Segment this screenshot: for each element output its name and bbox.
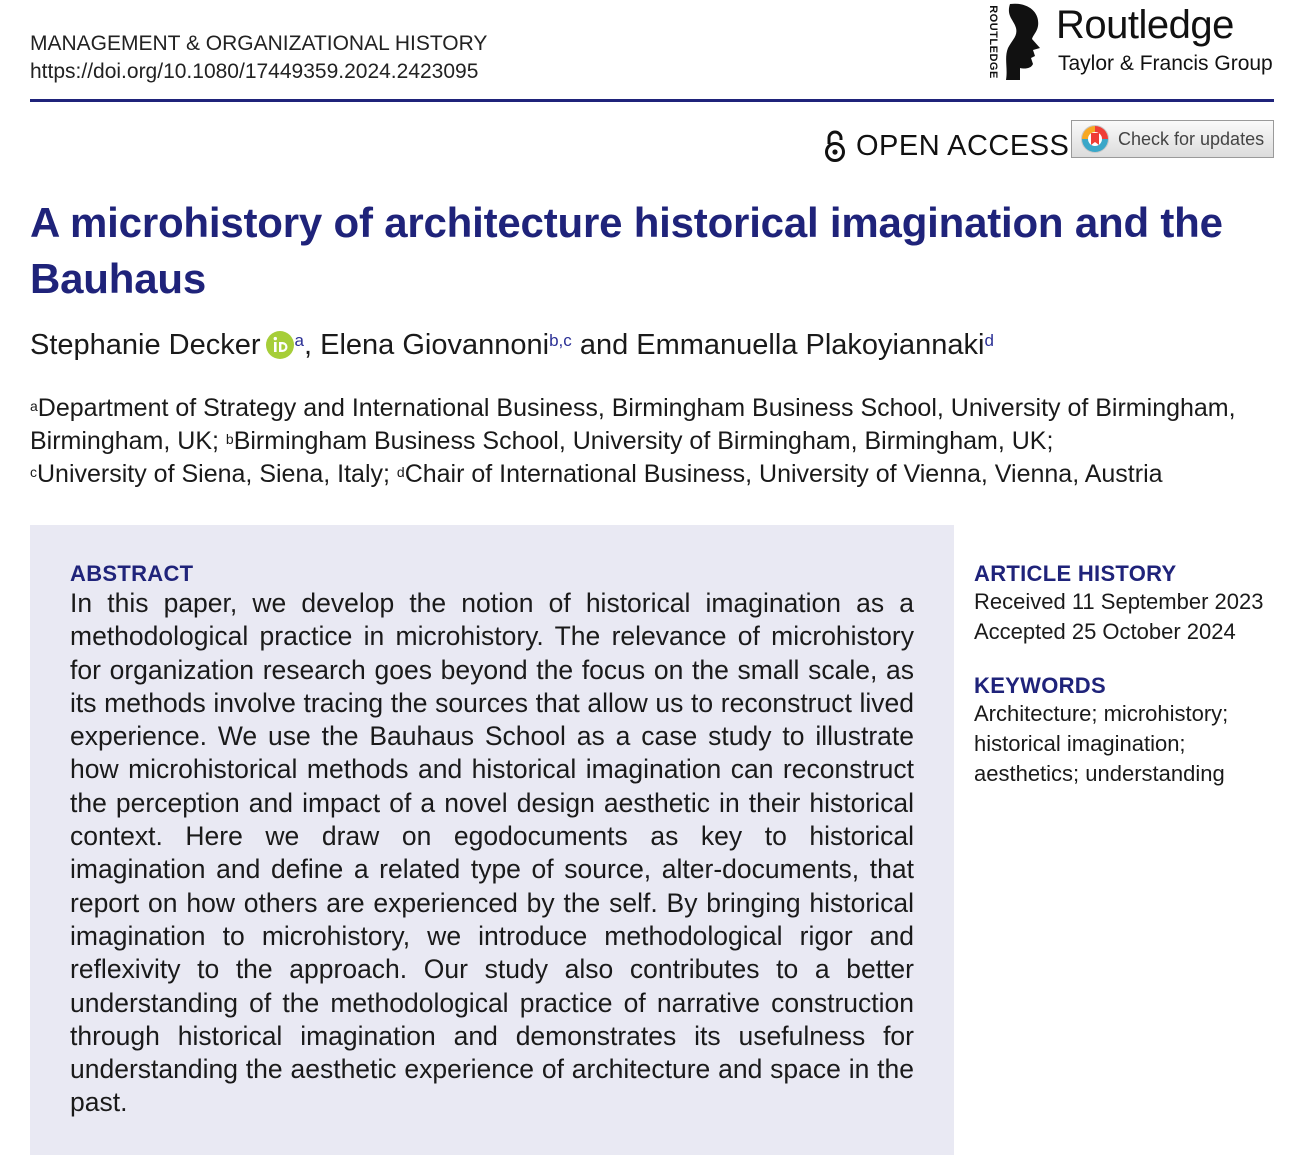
abstract-body: In this paper, we develop the notion of historical imagination as a methodological practice in microhistory. The relevance of microhistory for organization research goes beyond the focus on the small scale, as its methods involve tracing the sources that allow us to reconstruct lived experience. We use the Bauhaus School as a case study to illustrate how microhistorical methods and historical imagination can reconstruct the perception and impact of a novel design aesthetic in their historical context. Here we draw on egodocuments as key to historical imagination and define a related type of source, alter-documents, that report on how others are experienced by the self. By bringing historical imagination to microhistory, we introduce methodological rigor and reflexivity to the approach. Our study also contributes to a better understanding of the methodological practice of narrative construction through historical imagination and demonstrates its usefulness for understanding the aesthetic experience of architecture and space in the past. <box>70 588 914 1118</box>
affiliation-mark: d <box>396 464 405 480</box>
open-access-label: OPEN ACCESS <box>856 129 1070 162</box>
publisher-vertical-label: ROUTLEDGE <box>987 5 999 79</box>
affiliation-mark: a <box>30 398 38 414</box>
author-name[interactable]: Stephanie Decker <box>30 329 261 361</box>
publisher-logo <box>984 2 1284 82</box>
affiliation-text: University of Siena, Siena, Italy; <box>37 460 397 488</box>
crossmark-icon <box>1080 124 1110 154</box>
affiliations <box>30 392 1280 491</box>
accepted-date: Accepted 25 October 2024 <box>974 619 1236 644</box>
journal-header <box>30 30 487 86</box>
keyword-line: aesthetics; understanding <box>974 761 1225 786</box>
author-affiliation-mark[interactable]: b,c <box>549 331 572 350</box>
orcid-icon[interactable] <box>265 330 295 360</box>
author-affiliation-mark[interactable]: d <box>984 331 994 350</box>
affiliation-text: Birmingham Business School, University of Birmingham, Birmingham, UK; <box>233 427 1054 455</box>
article-history-heading: ARTICLE HISTORY <box>974 561 1177 586</box>
affiliation-text: Chair of International Business, University of Vienna, Vienna, Austria <box>404 460 1163 488</box>
keywords-section <box>974 673 1294 789</box>
article-history <box>974 561 1294 647</box>
author-separator: , <box>304 329 321 361</box>
publisher-group: Taylor & Francis Group <box>1058 52 1273 75</box>
header-divider <box>30 99 1274 102</box>
keyword-line: Architecture; microhistory; <box>974 701 1229 726</box>
author-separator: and <box>571 329 637 361</box>
received-date: Received 11 September 2023 <box>974 589 1264 614</box>
abstract-panel <box>30 525 954 1155</box>
journal-name: MANAGEMENT & ORGANIZATIONAL HISTORY <box>30 32 488 55</box>
article-title: A microhistory of architecture historical imagination and the Bauhaus <box>30 199 1223 302</box>
affiliation-mark: b <box>225 431 234 447</box>
open-access-badge <box>824 128 1069 164</box>
keyword-line: historical imagination; <box>974 731 1186 756</box>
author-affiliation-mark[interactable]: a <box>294 331 304 350</box>
routledge-head-logo-icon <box>1002 2 1048 82</box>
doi-link[interactable]: https://doi.org/10.1080/17449359.2024.2423095 <box>30 60 479 83</box>
author-name[interactable]: Elena Giovannoni <box>320 329 550 361</box>
author-list <box>30 323 994 367</box>
check-updates-button[interactable] <box>1071 120 1274 158</box>
check-updates-label: Check for updates <box>1118 128 1265 149</box>
author-name[interactable]: Emmanuella Plakoyiannaki <box>636 329 985 361</box>
affiliation-text: Department of Strategy and International Business, Birmingham Business School, University of Birmingham, Birmingham, UK; <box>30 394 1236 455</box>
open-lock-icon <box>824 129 846 163</box>
keywords-heading: KEYWORDS <box>974 673 1106 698</box>
publisher-name: Routledge <box>1056 3 1234 47</box>
abstract-heading: ABSTRACT <box>70 561 194 586</box>
affiliation-mark: c <box>30 464 37 480</box>
